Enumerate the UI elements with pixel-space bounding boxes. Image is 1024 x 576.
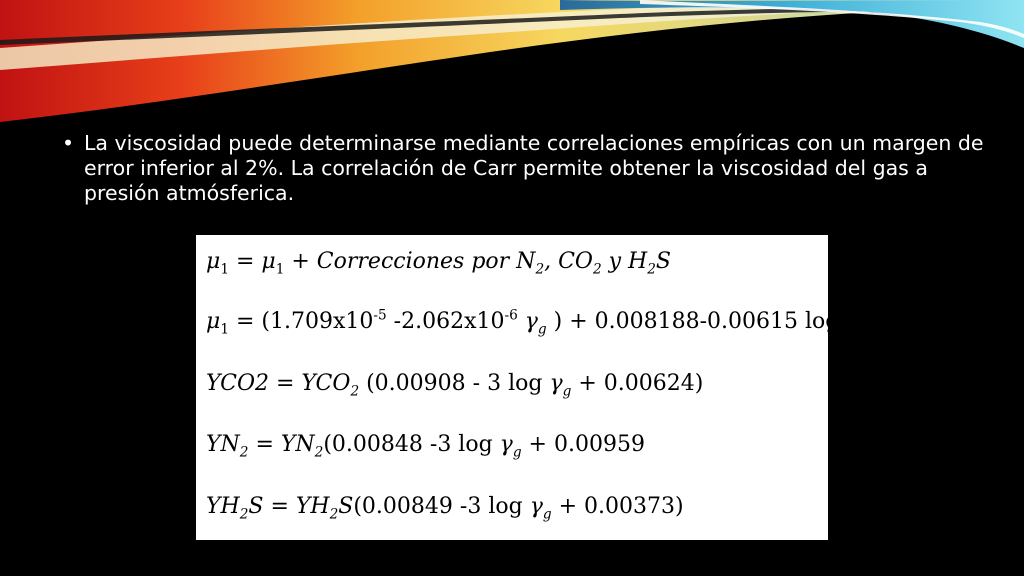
formula-image xyxy=(196,235,869,540)
bullet-text: La viscosidad puede determinarse mediante correlaciones empíricas con un margen de error inferior al 2%. La correlación de Carr permite obtener la viscosidad del gas a presión atmósferica. xyxy=(84,131,984,205)
bullet-marker: • xyxy=(62,131,75,155)
equation-co2-correction: $YCO2 = YCO_2$ (0.00908 - 3 $\log \gamma_g + 0.00624$) xyxy=(206,371,704,400)
equation-corrections: $\mu_1 = \mu_1$ + Correcciones por $N_2$, $CO_2$ y $H_2S$ xyxy=(206,249,671,278)
equation-n2-correction: $YN_2 = YN_2(0.00848$ -3 $\log \gamma_g + 0.00959$ xyxy=(206,432,645,461)
equation-h2s-correction: $YH_2S = YH_2S(0.00849$ -3 $\log \gamma_g + 0.00373$) xyxy=(206,494,684,523)
equation-carr-viscosity: $\mu_1 = (1.709x10^{-5}$ $-2.062x10^{-6}$ $\gamma_g$ ) + 0.008188-0.00615 $\log \gamma_g$ xyxy=(206,307,869,338)
decorative-swoosh-header xyxy=(0,0,1024,130)
bullet-paragraph xyxy=(62,131,992,206)
